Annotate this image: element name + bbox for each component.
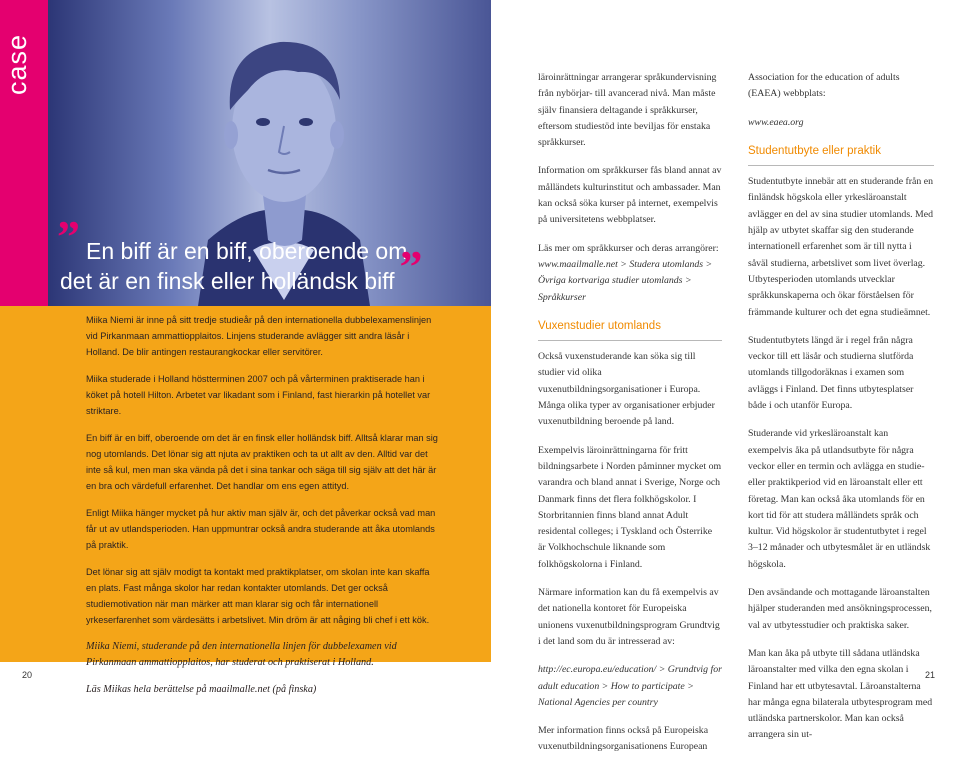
section-band <box>0 0 48 306</box>
page-number-right: 21 <box>925 670 936 680</box>
paragraph: läroinrättningar arrangerar språkundervisning från nybörjar- till avancerad nivå. Man måste själv finansiera deltagande i språkkurser, eftersom studiestöd inte beviljas för enstaka språkkurser. <box>538 72 717 149</box>
section-heading: Vuxenstudier utomlands <box>538 319 661 332</box>
pull-quote <box>57 211 480 296</box>
paragraph: Läs mer om språkkurser och deras arrangörer: <box>538 242 719 254</box>
story-caption: Miika Niemi, studerande på den internationella linjen för dubbelexamen vid Pirkanmaan ammattiopplaitos, har studerat och praktiserat i Holland. <box>86 641 397 668</box>
story-link[interactable]: Läs Miikas hela berättelse på maailmalle.net (på finska) <box>86 684 317 695</box>
section-label: case <box>2 33 32 95</box>
link-path[interactable]: www.maailmalle.net > Studera utomlands > Övriga kortvariga studier utomlands > Språkkurser <box>538 258 713 303</box>
link-path[interactable]: http://ec.europa.eu/education/ > Grundtvig for adult education > How to participate > National Agencies per country <box>538 664 722 708</box>
paragraph: Man kan åka på utbyte till sådana utländska läroanstalter med vilka den egna skolan i Finland har ett utbytesavtal. Läroanstalterna har många egna bilaterala utbytesprogram med utländska partnerskolor. Man kan också arrangera sin ut- <box>748 647 933 741</box>
story-paragraph: Det lönar sig att själv modigt ta kontakt med praktikplatser, om skolan inte kan skaffa en plats. Fast många skolor har redan kontakter utomlands. Det ger också studiemotivation när man märker att man klarar sig och får internationell yrkeserfarenhet som värdesätts i arbetslivet. Min dröm är att någing bli chef i ett kök. <box>86 567 430 625</box>
close-quote-icon: ” <box>399 241 423 292</box>
divider <box>748 165 934 166</box>
page-number-left: 20 <box>22 670 33 680</box>
pull-quote-line1: En biff är en biff, oberoende om <box>86 238 408 264</box>
paragraph: Den avsändande och mottagande läroanstalten hjälper studeranden med ansökningsprocessen, val av utbytesstudier och praktiska saker. <box>748 587 932 631</box>
left-page <box>0 0 491 695</box>
divider <box>538 340 722 341</box>
story-paragraph: Miika studerade i Holland höstterminen 2007 och på vårterminen praktiserade han i köket på hotell Hilton. Arbetet var likadant som i Finland, fast hierarkin på hotellet var striktare. <box>86 374 431 416</box>
paragraph: Närmare information kan du få exempelvis av det nationella kontoret för Europeiska unionens vuxenutbildningsprogram Grundtvig i det land som du är intresserad av: <box>538 587 720 647</box>
paragraph: Association for the education of adults (EAEA) webbplats: <box>748 72 900 100</box>
open-quote-icon: ” <box>57 211 80 262</box>
case-story <box>86 312 441 709</box>
paragraph: Exempelvis läroinrättningarna för fritt bildningsarbete i Norden påminner mycket om varandra och bland annat i Sverige, Norge och Danmark finns det flera folkhögskolor. I Storbritannien finns bland annat Adult residental colleges; i Tyskland och Österrike är Volkhochschule liknande som folkhögskolorna i Finland. <box>538 444 722 570</box>
paragraph: Information om språkkurser fås bland annat av målländets kulturinstitut och ambassader. Man kan också söka kurser på internet, exempelvis på universitetens webbplatser. <box>538 165 722 226</box>
link-url[interactable]: www.eaea.org <box>748 116 804 128</box>
paragraph: Studentutbytets längd är i regel från några veckor till ett läsår och studierna slutförda utomlands tillgodoräknas i examen som avläggs i Finland. Det finns utbytesplatser både i och utanför Europa. <box>748 334 914 412</box>
section-heading: Studentutbyte eller praktik <box>748 144 881 157</box>
story-paragraph: En biff är en biff, oberoende om det är en finsk eller holländsk biff. Alltså klarar man sig nog utomlands. Det lönar sig att njuta av praktiken och ta ut allt av den. Alltid var det inte så kul, men man ska vända på det i sina tankar och säga till sig själv att det här är en bra och värdefull erfarenhet. Det handlar om ens egen attityd. <box>86 433 438 491</box>
story-paragraph: Miika Niemi är inne på sitt tredje studieår på den internationella dubbelexamenslinjen vid Pirkanmaan ammattiopplaitos. Linjens studerande avlägger sitt andra läsår i Holland. De blir antingen restaurangkockar eller servitörer. <box>86 315 432 357</box>
story-paragraph: Enligt Miika hänger mycket på hur aktiv man själv är, och det påverkar också vad man får ut av utlandsperioden. Han uppmuntrar också andra studerande att åka utomlands på praktik. <box>86 508 436 550</box>
paragraph: Mer information finns också på Europeiska vuxenutbildningsorganisationens European <box>538 725 709 753</box>
column-2 <box>748 70 934 756</box>
column-1 <box>538 70 722 768</box>
paragraph: Också vuxenstuderande kan söka sig till studier vid olika vuxenutbildningsorganisationer i Europa. Många olika typer av organisationer erbjuder vuxenutbildning beroende på land. <box>538 351 715 428</box>
paragraph: Studentutbyte innebär att en studerande från en finländsk högskola eller yrkesläroanstalt avlägger en del av sina studier utomlands. Med hjälp av utbytet skaffar sig den studerande internationell erfarenhet som är till nytta i såväl studierna, arbetslivet som livet överlag. Utbytesperioden utomlands utvecklar språkkunskaperna och ökar förståelsen för främmande kulturer och det egna studieämnet. <box>748 176 934 318</box>
pull-quote-line2: det är en finsk eller holländsk biff <box>60 268 395 294</box>
paragraph: Studerande vid yrkesläroanstalt kan exempelvis åka på utlandsutbyte för några veckor eller en termin och avlägga en studie- eller praktikperiod vid en läroanstalt eller ett företag. Man kan också åka utomlands för en kort tid för att studera målländets språk och kultur. Vid högskolor är studentutbytet i regel 3–12 månader och utbytesmålet är en utländsk högskola. <box>748 428 931 570</box>
